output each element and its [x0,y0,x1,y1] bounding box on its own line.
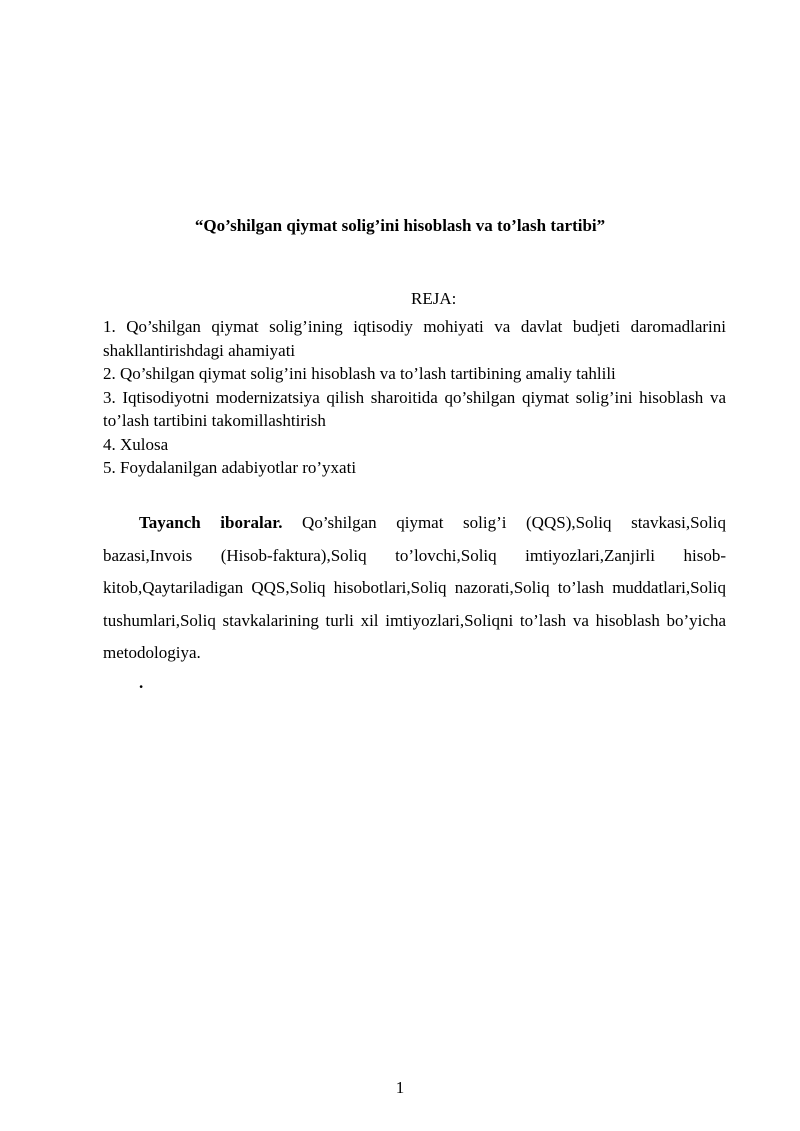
plan-item-3: 3. Iqtisodiyotni modernizatsiya qilish sharoitida qo’shilgan qiymat solig’ini hisoblash va to’lash tartibini takomillashtirish [103,387,726,430]
keywords-label: Tayanch iboralar. [139,513,283,532]
trailing-mark: . [139,673,144,692]
keywords-text: Qo’shilgan qiymat solig’i (QQS),Soliq stavkasi,Soliq bazasi,Invois (Hisob-faktura),Soliq to’lovchi,Soliq imtiyozlari,Zanjirli hisob-kitob,Qaytariladigan QQS,Soliq hisobotlari,Soliq nazorati,Soliq to’lash muddatlari,Soliq tushumlari,Soliq stavkalarining turli xil imtiyozlari,Soliqni to’lash va hisoblash bo’yicha metodologiya. [103,513,726,663]
plan-heading: REJA: [411,289,457,308]
keywords-paragraph [103,507,726,670]
plan-item-4: 4. Xulosa [103,434,169,454]
plan-item-2: 2. Qo’shilgan qiymat solig’ini hisoblash va to’lash tartibining amaliy tahlili [103,364,616,383]
plan-item-1: 1. Qo’shilgan qiymat solig’ining iqtisodiy mohiyati va davlat budjeti daromadlarini shakllantirishdagi ahamiyati [103,317,726,360]
page-number: 1 [395,1078,405,1097]
plan-list [103,315,726,480]
plan-item-5: 5. Foydalanilgan adabiyotlar ro’yxati [103,458,357,477]
page-title: “Qo’shilgan qiymat solig’ini hisoblash va to’lash tartibi” [194,216,606,235]
